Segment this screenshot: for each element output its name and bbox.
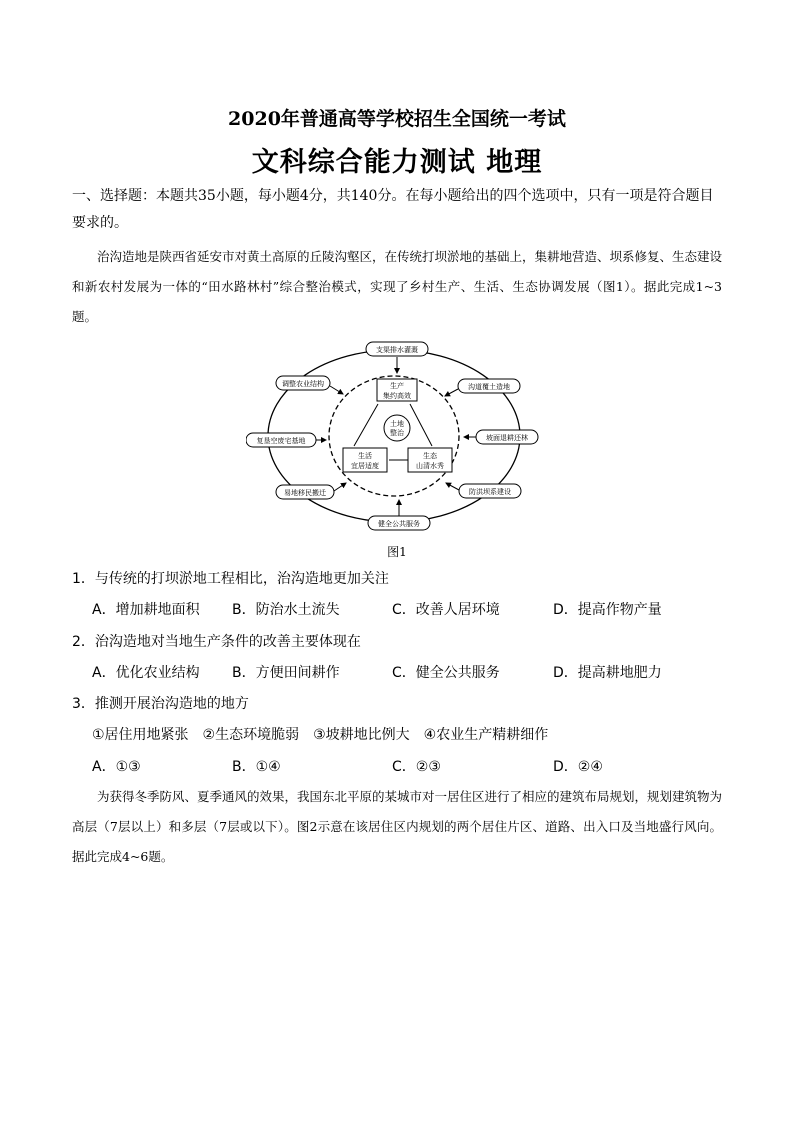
q1-option-a: A．增加耕地面积 (92, 602, 200, 618)
production-label-2: 集约高效 (383, 392, 411, 400)
svg-text:调整农业结构: 调整农业结构 (282, 380, 324, 388)
q3-option-c: C．②③ (392, 759, 441, 775)
q3-option-b: B．①④ (232, 759, 281, 775)
svg-text:坡面退耕还林: 坡面退耕还林 (486, 434, 528, 442)
exam-subtitle: 文科综合能力测试 地理 (251, 147, 543, 178)
svg-text:沟道覆土造地: 沟道覆土造地 (468, 383, 510, 391)
question-3-stem: 3．推测开展治沟造地的地方 (72, 696, 249, 712)
q2-option-b: B．方便田间耕作 (232, 665, 340, 681)
outer-node-bottom (368, 516, 430, 530)
figure-1-caption: 图1 (387, 545, 407, 559)
living-label-2: 宜居适度 (351, 462, 379, 470)
q1-option-d: D．提高作物产量 (553, 602, 662, 618)
ecology-label-1: 生态 (423, 452, 437, 460)
figure-1-diagram (246, 340, 542, 536)
question-1-stem: 1．与传统的打坝淤地工程相比，治沟造地更加关注 (72, 571, 389, 587)
outer-node-left (246, 433, 316, 447)
passage-2: 为获得冬季防风、夏季通风的效果，我国东北平原的某城市对一居住区进行了相应的建筑布局规划，规划建筑物为高层（7层以上）和多层（7层或以下）。图2示意在该居住区内规划的两个居住片区、道路、出入口及当地盛行风向。据此完成4~6题。 (72, 789, 723, 864)
exam-title: 2020年普通高等学校招生全国统一考试 (228, 108, 566, 130)
outer-node-top-left (276, 376, 330, 390)
outer-node-bottom-right (459, 484, 521, 498)
q2-option-a: A．优化农业结构 (92, 665, 200, 681)
svg-text:支渠排水灌溉: 支渠排水灌溉 (376, 346, 418, 354)
center-label-2: 整治 (390, 429, 404, 437)
outer-node-top (366, 342, 428, 356)
question-2-stem: 2．治沟造地对当地生产条件的改善主要体现在 (72, 634, 361, 650)
svg-text:健全公共服务: 健全公共服务 (378, 520, 420, 528)
outer-node-top-right (458, 379, 520, 393)
svg-text:复垦空废宅基地: 复垦空废宅基地 (256, 437, 306, 445)
production-label-1: 生产 (390, 382, 404, 390)
svg-text:防洪坝系建设: 防洪坝系建设 (469, 488, 511, 496)
outer-node-bottom-left (276, 485, 334, 499)
q3-statements: ①居住用地紧张 ②生态环境脆弱 ③坡耕地比例大 ④农业生产精耕细作 (92, 727, 549, 743)
living-label-1: 生活 (358, 452, 372, 460)
passage-1: 治沟造地是陕西省延安市对黄土高原的丘陵沟壑区，在传统打坝淤地的基础上，集耕地营造、坝系修复、生态建设和新农村发展为一体的“田水路林村”综合整治模式，实现了乡村生产、生活、生态协调发展（图1）。据此完成1~3题。 (72, 249, 723, 324)
q3-option-d: D．②④ (553, 759, 603, 775)
svg-text:易地移民搬迁: 易地移民搬迁 (284, 489, 326, 497)
ecology-label-2: 山清水秀 (416, 462, 444, 470)
outer-node-right (476, 430, 538, 444)
center-label-1: 土地 (390, 420, 404, 428)
q1-option-c: C．改善人居环境 (392, 602, 500, 618)
q2-option-c: C．健全公共服务 (392, 665, 500, 681)
center-node (384, 415, 410, 441)
section-intro: 一、选择题：本题共35小题，每小题4分，共140分。在每小题给出的四个选项中，只有一项是符合题目要求的。 (72, 188, 714, 231)
q1-option-b: B．防治水土流失 (232, 602, 340, 618)
q2-option-d: D．提高耕地肥力 (553, 665, 662, 681)
q3-option-a: A．①③ (92, 759, 141, 775)
